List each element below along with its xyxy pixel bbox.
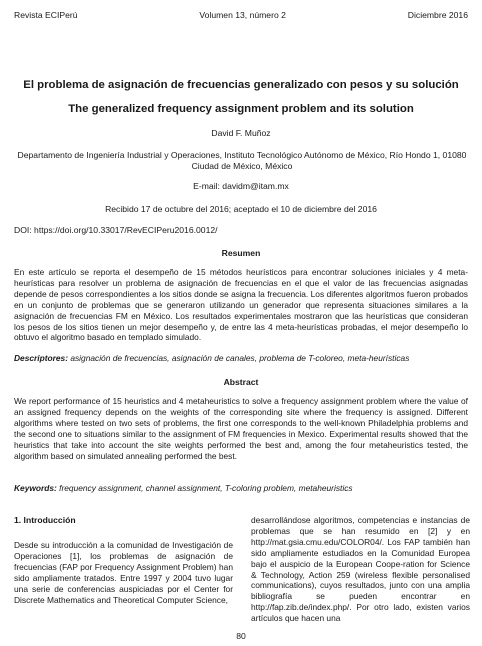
resumen-text: En este artículo se reporta el desempeño de 15 métodos heurísticos para encontrar soluciones iniciales y 4 meta-heurísticas para resolver un problema de asignación de frecuencias en el que el valor de las frecuencias asignadas depende de pesos correspondientes a los sitios donde se asigna la frecuencia. Los diferentes algoritmos fueron probados en un conjunto de problemas que se generaron utilizando un generador que representa situaciones similares a la asignación de frecuencias FM en México. Los resultados experimentales mostraron que las heurísticas que consideran los pesos de los sitios tienen un mejor desempeño y, de entre las 4 meta-heurísticas probadas, el mejor desempeño lo obtuvo el algoritmo basado en templado simulado. — [14, 267, 468, 343]
page-number: 80 — [236, 631, 246, 641]
intro-left-text: Desde su introducción a la comunidad de Investigación de Operaciones [1], los problemas de asignación de frecuencias (FAP por Frequency Assignment Problem) han sido ampliamente tratados. Entre 1997 y 2004 tuvo lugar una serie de conferencias auspiciadas por el Center for Discrete Mathematics and Theoretical Computer Science, — [14, 540, 233, 605]
abstract-heading: Abstract — [223, 377, 259, 387]
intro-right-text: desarrollándose algoritmos, competencias e instancias de problemas que se han resumido en [2] y en http://mat.gsia.cmu.edu/COLOR04/. Los FAP también han sido ampliamente estudiados en la Comunidad Europea bajo el auspicio de la European Coope-ration for Science & Technology, Action 259 (wireless flexible personalised communications), cuyos resultados, junto con una amplia bibliografía se pueden encontrar en http://fap.zib.de/index.php/. Por otro lado, existen varios artículos que hacen una — [251, 515, 470, 624]
left-column — [14, 515, 233, 605]
keywords-label: Keywords: — [14, 483, 57, 493]
descriptores-line — [14, 353, 468, 364]
keywords-text: frequency assignment, channel assignment, T-coloring problem, metaheuristics — [59, 483, 353, 493]
journal-date: Diciembre 2016 — [407, 10, 468, 20]
descriptores-text: asignación de frecuencias, asignación de canales, problema de T-coloreo, meta-heurísticas — [70, 353, 410, 363]
author-name: David F. Muñoz — [211, 128, 271, 138]
journal-volume: Volumen 13, número 2 — [199, 10, 286, 20]
running-header — [14, 9, 468, 21]
keywords-line — [14, 483, 468, 494]
abstract-text: We report performance of 15 heuristics and 4 metaheuristics to solve a frequency assignment problem where the value of an assigned frequency depends on the weights of the corresponding site where the frequency is assigned. Different algorithms where tested on two sets of problems, the first one corresponds to the well-known Philadelphia problems and the second one to situations similar to the assignment of FM frequencies in Mexico. Experimental results showed that the heuristics that take into account the site weights performed the best and, among the four metaheuristics tested, the algorithm based on simulated annealing performed the best. — [14, 396, 468, 461]
author-email: E-mail: davidm@itam.mx — [193, 181, 289, 191]
resumen-heading: Resumen — [221, 248, 261, 258]
doi-link[interactable]: DOI: https://doi.org/10.33017/RevECIPeru2016.0012/ — [14, 225, 218, 235]
author-affiliation: Departamento de Ingeniería Industrial y Operaciones, Instituto Tecnológico Autónomo de México, Río Hondo 1, 01080 Ciudad de México, México — [17, 150, 467, 171]
title-spanish: El problema de asignación de frecuencias generalizado con pesos y su solución — [23, 79, 459, 91]
received-accepted-dates: Recibido 17 de octubre del 2016; aceptado el 10 de diciembre del 2016 — [105, 204, 377, 214]
descriptores-label: Descriptores: — [14, 353, 68, 363]
journal-name: Revista ECIPerú — [14, 10, 78, 20]
right-column — [251, 515, 470, 624]
title-english: The generalized frequency assignment problem and its solution — [68, 103, 414, 115]
intro-heading: 1. Introducción — [14, 515, 76, 525]
